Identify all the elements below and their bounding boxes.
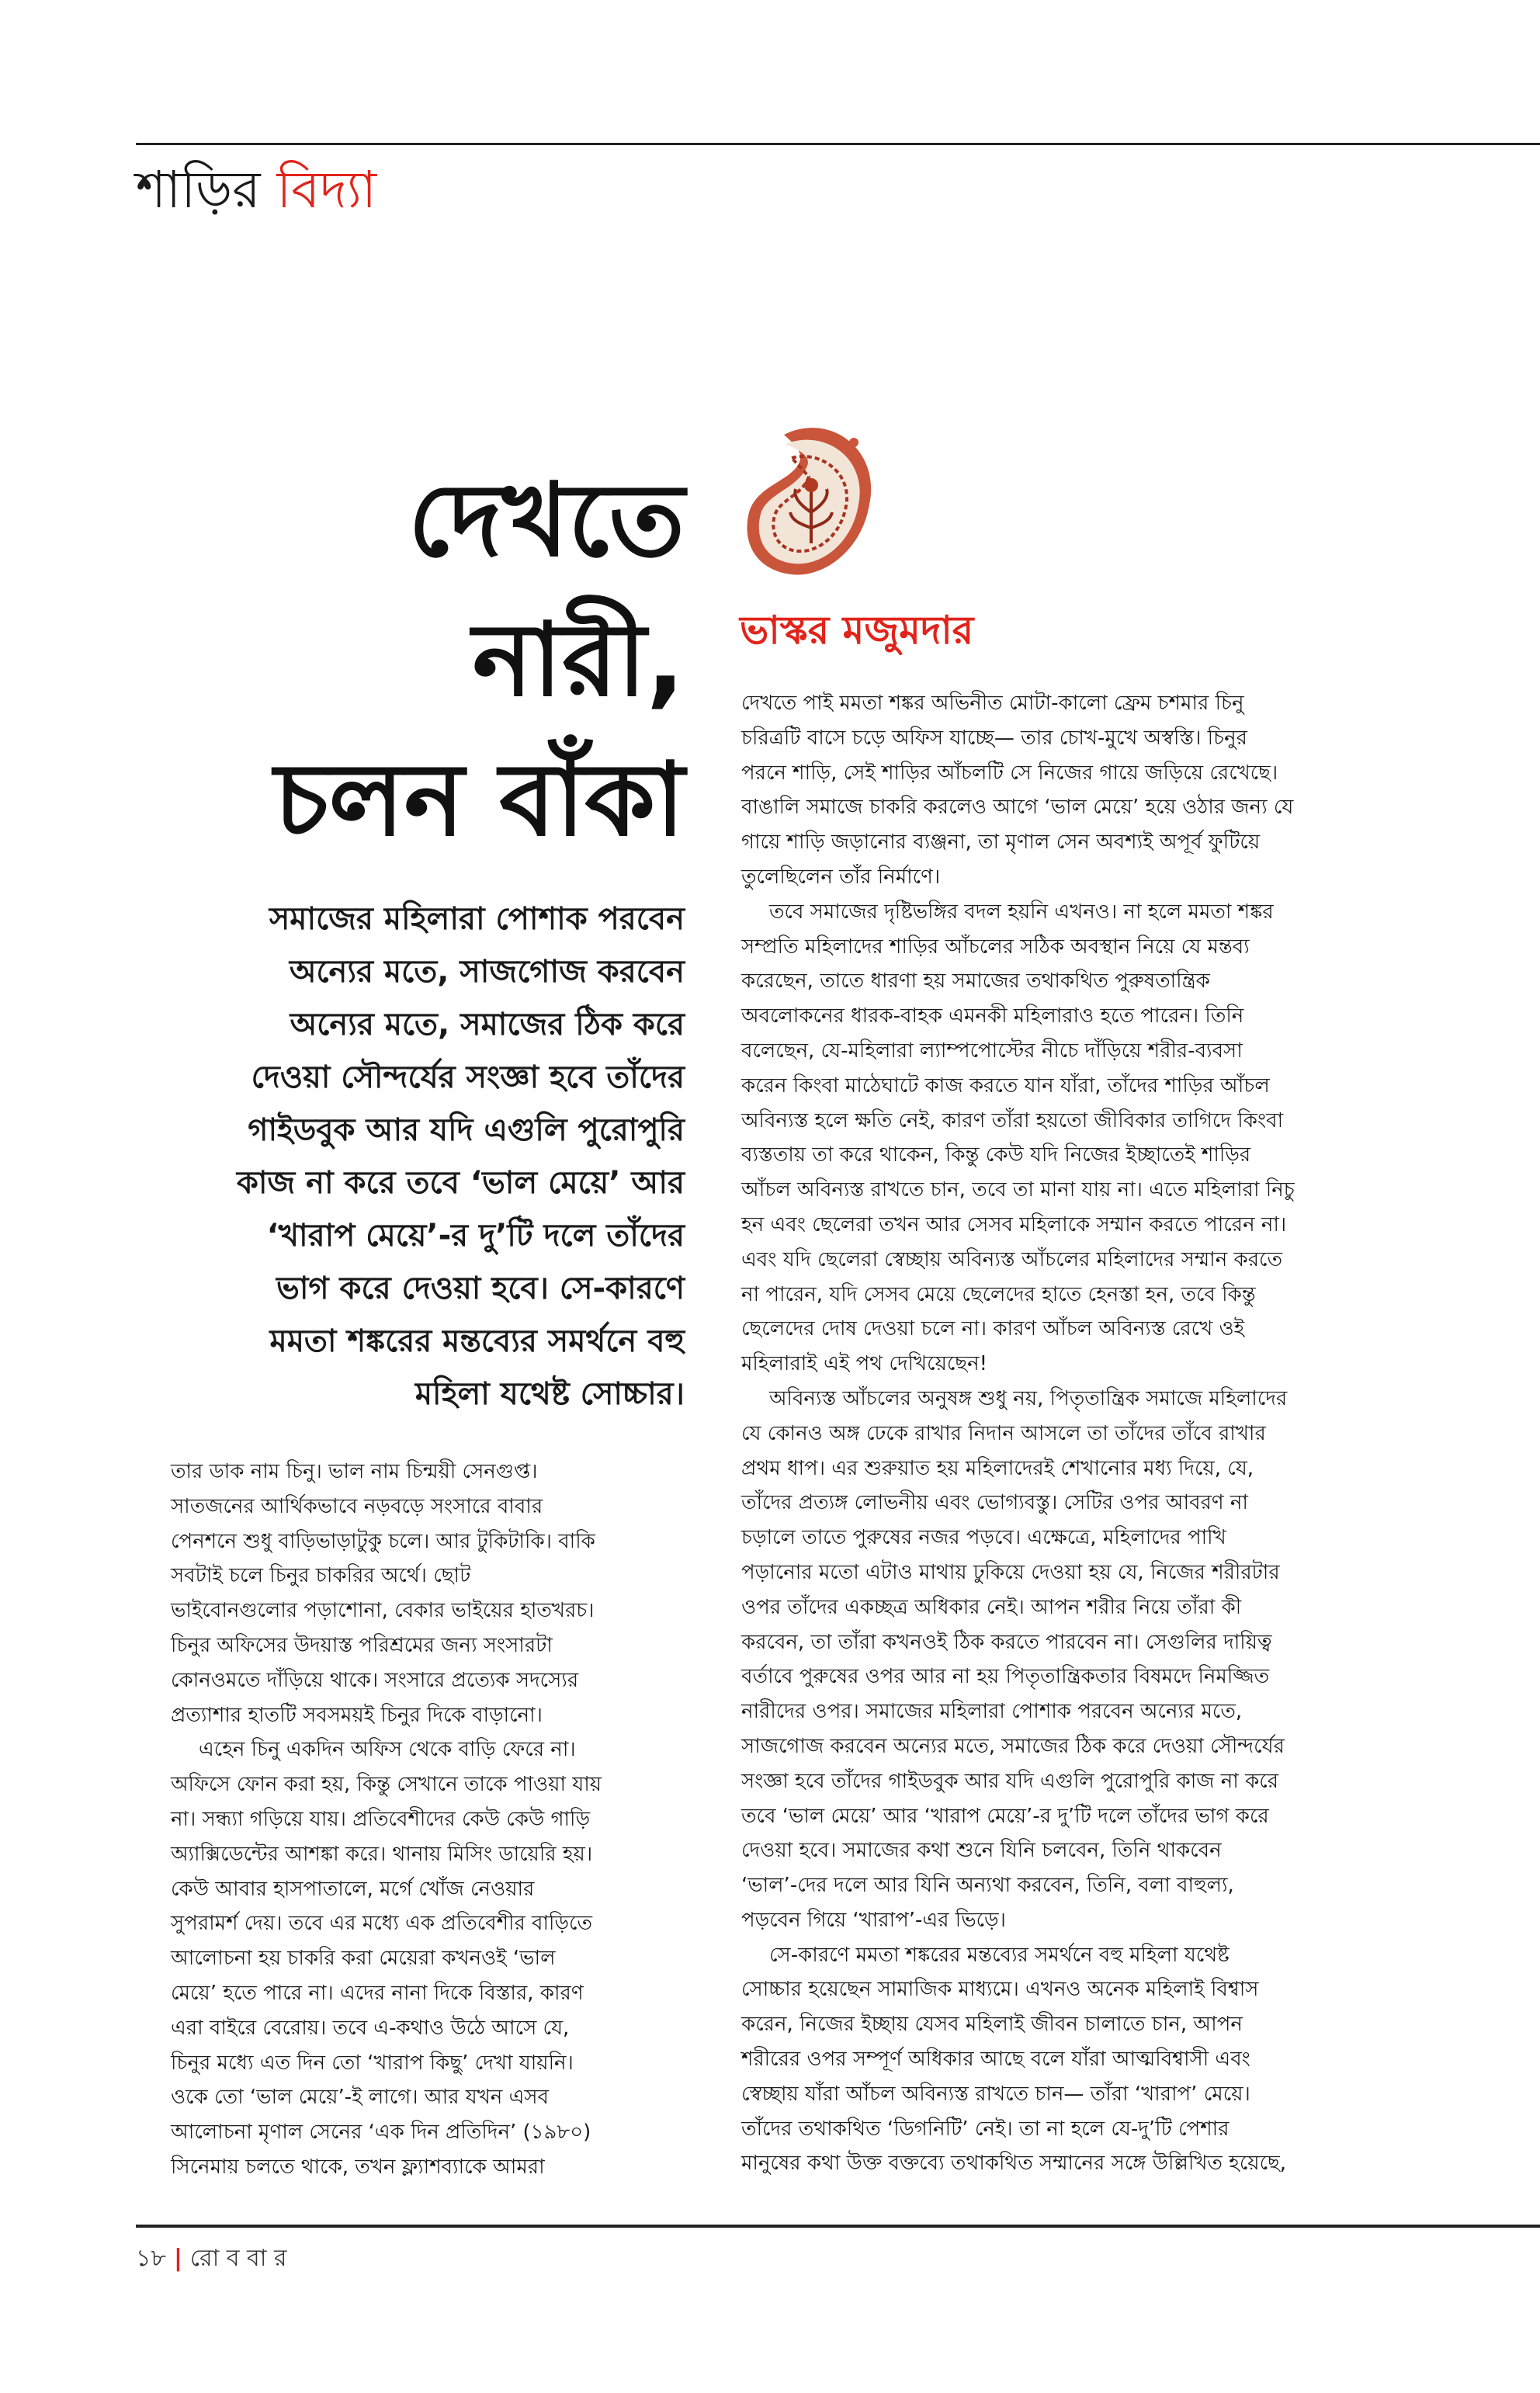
text-line: ‘খারাপ মেয়ে’-র দু’টি দলে তাঁদের: [266, 1218, 685, 1254]
section-title-black: শাড়ির: [136, 160, 261, 220]
text-line: সমাজের মহিলারা পোশাক পরবেন: [269, 901, 685, 937]
text-line: তাঁদের তথাকথিত ‘ডিগনিটি’ নেই। তা না হলে যে-দু’টি পেশার: [741, 2117, 1230, 2141]
text-line: শরীরের ওপর সম্পূর্ণ অধিকার আছে বলে যাঁরা আত্মবিশ্বাসী এবং: [741, 2048, 1250, 2072]
headline: [136, 450, 685, 869]
text-line: গাইডবুক আর যদি এগুলি পুরোপুরি: [248, 1112, 685, 1148]
text-line: সাজগোজ করবেন অন্যের মতে, সমাজের ঠিক করে দেওয়া সৌন্দর্যের: [741, 1734, 1285, 1758]
text-line: দেখতে পাই মমতা শঙ্কর অভিনীত মোটা-কালো ফ্রেম চশমার চিনু: [741, 692, 1244, 715]
text-line: মানুষের কথা উক্ত বক্তব্যে তথাকথিত সম্মানের সঙ্গে উল্লিখিত হয়েছে,: [741, 2152, 1287, 2176]
text-line: তবে সমাজের দৃষ্টিভঙ্গির বদল হয়নি এখনও। না হলে মমতা শঙ্কর: [769, 900, 1274, 924]
text-line: অন্যের মতে, সাজগোজ করবেন: [289, 954, 685, 990]
text-line: সবটাই চলে চিনুর চাকরির অর্থে। ছোট: [171, 1564, 471, 1588]
text-line: ব্যস্ততায় তা করে থাকেন, কিন্তু কেউ যদি নিজের ইচ্ছাতেই শাড়ির: [741, 1143, 1251, 1167]
text-line: করবেন, তা তাঁরা কখনওই ঠিক করতে পারবেন না। সেগুলির দায়িত্ব: [741, 1630, 1272, 1654]
text-line: সোচ্চার হয়েছেন সামাজিক মাধ্যমে। এখনও অনেক মহিলাই বিশ্বাস: [741, 1978, 1259, 2002]
text-line: বাঙালি সমাজে চাকরি করলেও আগে ‘ভাল মেয়ে’ হয়ে ওঠার জন্য যে: [741, 796, 1294, 820]
text-line: অন্যের মতে, সমাজের ঠিক করে: [290, 1007, 685, 1042]
text-line: করেন, নিজের ইচ্ছায় যেসব মহিলাই জীবন চালাতে চান, আপন: [741, 2013, 1243, 2037]
text-line: আলোচনা হয় চাকরি করা মেয়েরা কখনওই ‘ভাল: [171, 1947, 556, 1971]
text-line: দেওয়া সৌন্দর্যের সংজ্ঞা হবে তাঁদের: [251, 1060, 685, 1095]
headline-line: চলন বাঁকা: [274, 740, 685, 858]
footer-divider: |: [173, 2245, 182, 2272]
text-line: ভাইবোনগুলোর পড়াশোনা, বেকার ভাইয়ের হাতখরচ।: [171, 1599, 595, 1623]
text-line: সাতজনের আর্থিকভাবে নড়বড়ে সংসারে বাবার: [171, 1494, 543, 1518]
text-line: না পারেন, যদি সেসব মেয়ে ছেলেদের হাতে হেনস্তা হন, তবে কিন্তু: [741, 1282, 1256, 1306]
text-line: মমতা শঙ্করের মন্তব্যের সমর্থনে বহু: [269, 1323, 685, 1359]
text-line: তবে ‘ভাল মেয়ে’ আর ‘খারাপ মেয়ে’-র দু’টি দলে তাঁদের ভাগ করে: [741, 1804, 1269, 1828]
text-line: অফিসে ফোন করা হয়, কিন্তু সেখানে তাকে পাওয়া যায়: [171, 1773, 602, 1797]
text-line: মহিলা যথেষ্ট সোচ্চার।: [414, 1376, 685, 1412]
text-line: করেছেন, তাতে ধারণা হয় সমাজের তথাকথিত পুরুষতান্ত্রিক: [741, 969, 1210, 994]
text-line: ছেলেদের দোষ দেওয়া চলে না। কারণ আঁচল অবিন্যস্ত রেখে ওই: [741, 1317, 1245, 1341]
text-line: স্বেচ্ছায় যাঁরা আঁচল অবিন্যস্ত রাখতে চান— তাঁরা ‘খারাপ’ মেয়ে।: [741, 2082, 1250, 2106]
text-line: করেন কিংবা মাঠেঘাটে কাজ করতে যান যাঁরা, তাঁদের শাড়ির আঁচল: [741, 1073, 1270, 1098]
text-line: তার ডাক নাম চিনু। ভাল নাম চিন্ময়ী সেনগুপ্ত।: [171, 1460, 538, 1483]
text-line: ওকে তো ‘ভাল মেয়ে’-ই লাগে। আর যখন এসব: [171, 2086, 550, 2110]
text-line: অবিন্যস্ত হলে ক্ষতি নেই, কারণ তাঁরা হয়তো জীবিকার তাগিদে কিংবা: [741, 1108, 1284, 1132]
text-line: সিনেমায় চলতে থাকে, তখন ফ্ল্যাশব্যাকে আমরা: [171, 2155, 545, 2179]
page-footer: [136, 2243, 602, 2274]
text-line: কাজ না করে তবে ‘ভাল মেয়ে’ আর: [236, 1165, 685, 1201]
text-line: ভাগ করে দেওয়া হবে। সে-কারণে: [276, 1271, 685, 1306]
body-column-left: [171, 1455, 687, 2185]
text-line: যে কোনও অঙ্গ ঢেকে রাখার নিদান আসলে তা তাঁদের তাঁবে রাখার: [741, 1421, 1266, 1445]
text-line: অবিন্যস্ত আঁচলের অনুষঙ্গ শুধু নয়, পিতৃতান্ত্রিক সমাজে মহিলাদের: [769, 1386, 1288, 1410]
text-line: সংজ্ঞা হবে তাঁদের গাইডবুক আর যদি এগুলি পুরোপুরি কাজ না করে: [741, 1769, 1279, 1793]
text-line: প্রত্যাশার হাতটি সবসময়ই চিনুর দিকে বাড়ানো।: [171, 1703, 543, 1727]
text-line: আলোচনা মৃণাল সেনের ‘এক দিন প্রতিদিন’ (১৯৮০): [171, 2121, 591, 2145]
text-line: পড়ানোর মতো এটাও মাথায় ঢুকিয়ে দেওয়া হয় যে, নিজের শরীরটার: [741, 1560, 1280, 1584]
standfirst: [136, 893, 685, 1420]
text-line: বর্তাবে পুরুষের ওপর আর না হয় পিতৃতান্ত্রিকতার বিষমদে নিমজ্জিত: [741, 1665, 1270, 1689]
magazine-name: রো ব বা র: [189, 2245, 287, 2272]
text-line: প্রথম ধাপ। এর শুরুয়াত হয় মহিলাদেরই শেখানোর মধ্য দিয়ে, যে,: [741, 1456, 1254, 1480]
section-title-red: বিদ্যা: [276, 160, 377, 220]
text-line: পরনে শাড়ি, সেই শাড়ির আঁচলটি সে নিজের গায়ে জড়িয়ে রেখেছে।: [741, 761, 1278, 785]
text-line: চরিত্রটি বাসে চড়ে অফিস যাচ্ছে— তার চোখ-মুখে অস্বস্তি। চিনুর: [741, 726, 1247, 750]
paisley-motif-image: [737, 419, 881, 582]
top-rule: [136, 143, 1540, 145]
text-line: দেওয়া হবে। সমাজের কথা শুনে যিনি চলবেন, তিনি থাকবেন: [741, 1839, 1222, 1863]
text-line: তাঁদের প্রত্যঙ্গ লোভনীয় এবং ভোগ্যবস্তু। সেটির ওপর আবরণ না: [741, 1491, 1248, 1515]
text-line: চিনুর মধ্যে এত দিন তো ‘খারাপ কিছু’ দেখা যায়নি।: [171, 2051, 574, 2075]
headline-line: দেখতে: [408, 461, 685, 579]
text-line: এরা বাইরে বেরোয়। তবে এ-কথাও উঠে আসে যে,: [171, 2016, 570, 2040]
text-line: গায়ে শাড়ি জড়ানোর ব্যঞ্জনা, তা মৃণাল সেন অবশ্যই অপূর্ব ফুটিয়ে: [741, 831, 1261, 855]
text-line: না। সন্ধ্যা গড়িয়ে যায়। প্রতিবেশীদের কেউ কেউ গাড়ি: [171, 1807, 591, 1831]
text-line: কেউ আবার হাসপাতালে, মর্গে খোঁজ নেওয়ার: [171, 1877, 535, 1901]
bottom-rule: [136, 2225, 1540, 2228]
text-line: এবং যদি ছেলেরা স্বেচ্ছায় অবিন্যস্ত আঁচলের মহিলাদের সম্মান করতে: [741, 1247, 1282, 1271]
text-line: সে-কারণে মমতা শঙ্করের মন্তব্যের সমর্থনে বহু মহিলা যথেষ্ট: [769, 1943, 1230, 1967]
text-line: কোনওমতে দাঁড়িয়ে থাকে। সংসারে প্রত্যেক সদস্যের: [171, 1668, 579, 1692]
text-line: এহেন চিনু একদিন অফিস থেকে বাড়ি ফেরে না।: [199, 1738, 576, 1762]
headline-line: নারী,: [472, 601, 685, 719]
author-byline: ভাস্কর মজুমদার: [740, 608, 974, 653]
page-number: ১৮: [136, 2245, 166, 2272]
body-column-right: [741, 686, 1407, 2181]
text-line: নারীদের ওপর। সমাজের মহিলারা পোশাক পরবেন অন্যের মতে,: [741, 1700, 1243, 1724]
text-line: পড়বেন গিয়ে ‘খারাপ’-এর ভিড়ে।: [741, 1908, 1006, 1932]
text-line: তুলেছিলেন তাঁর নির্মাণে।: [741, 865, 941, 889]
text-line: ‘ভাল’-দের দলে আর যিনি অন্যথা করবেন, তিনি, বলা বাহুল্য,: [741, 1874, 1234, 1898]
text-line: মহিলারাই এই পথ দেখিয়েছেন!: [741, 1352, 988, 1376]
text-line: মেয়ে’ হতে পারে না। এদের নানা দিকে বিস্তার, কারণ: [171, 1981, 584, 2005]
text-line: সুপরামর্শ দেয়। তবে এর মধ্যে এক প্রতিবেশীর বাড়িতে: [171, 1912, 592, 1936]
text-line: পেনশনে শুধু বাড়িভাড়াটুকু চলে। আর টুকিটাকি। বাকি: [171, 1529, 595, 1553]
text-line: হন এবং ছেলেরা তখন আর সেসব মহিলাকে সম্মান করতে পারেন না।: [741, 1212, 1287, 1236]
text-line: সম্প্রতি মহিলাদের শাড়ির আঁচলের সঠিক অবস্থান নিয়ে যে মন্তব্য: [741, 935, 1250, 959]
text-line: বলেছেন, যে-মহিলারা ল্যাম্পপোস্টের নীচে দাঁড়িয়ে শরীর-ব্যবসা: [741, 1039, 1243, 1063]
section-title: [136, 155, 679, 225]
text-line: অবলোকনের ধারক-বাহক এমনকী মহিলারাও হতে পারেন। তিনি: [741, 1004, 1244, 1028]
text-line: চড়ালে তাতে পুরুষের নজর পড়বে। এক্ষেত্রে, মহিলাদের পাখি: [741, 1526, 1226, 1550]
text-line: অ্যাক্সিডেন্টের আশঙ্কা করে। থানায় মিসিং ডায়েরি হয়।: [171, 1842, 593, 1866]
text-line: ওপর তাঁদের একচ্ছত্র অধিকার নেই। আপন শরীর নিয়ে তাঁরা কী: [741, 1595, 1242, 1619]
text-line: আঁচল অবিন্যস্ত রাখতে চান, তবে তা মানা যায় না। এতে মহিলারা নিচু: [741, 1178, 1295, 1202]
text-line: চিনুর অফিসের উদয়াস্ত পরিশ্রমের জন্য সংসারটা: [171, 1633, 553, 1657]
